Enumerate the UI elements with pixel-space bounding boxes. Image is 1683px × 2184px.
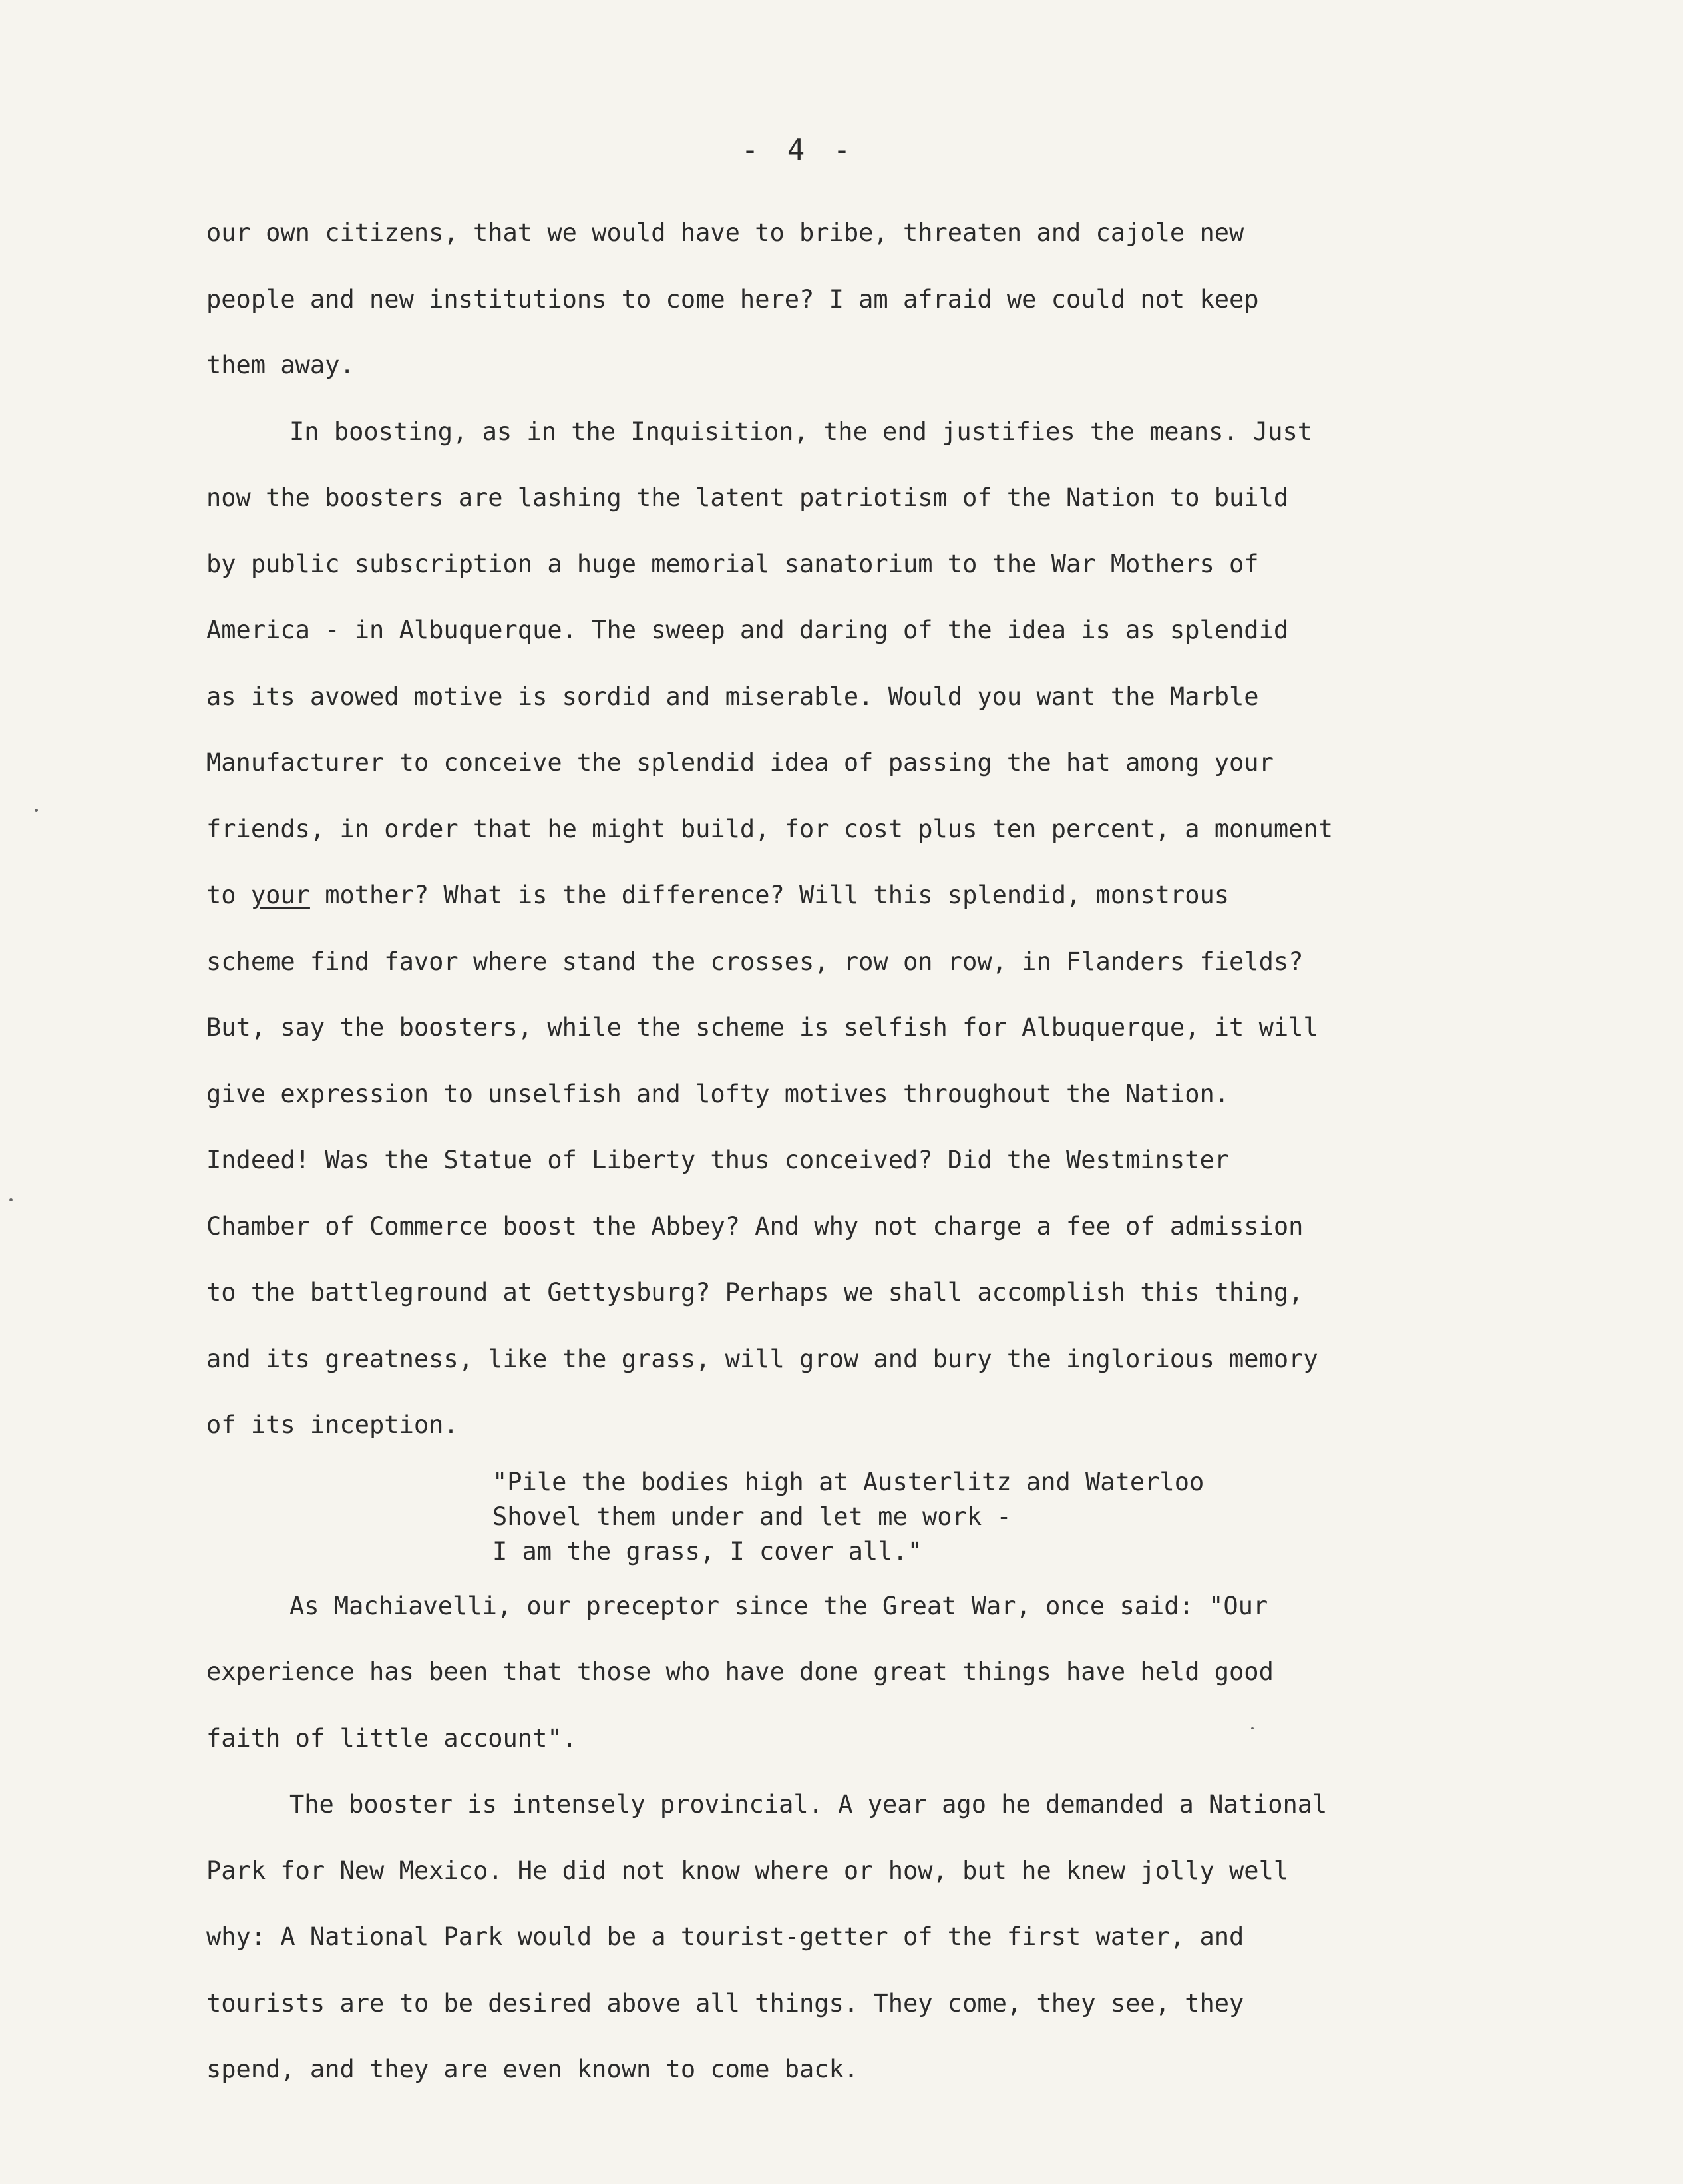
paper-speck [1251, 1727, 1254, 1729]
paragraph-2 [206, 399, 1504, 1458]
page-number: - 4 - [741, 133, 856, 167]
paper-speck [9, 1198, 13, 1201]
body-text [206, 200, 1504, 2103]
underlined-word: your [250, 881, 310, 909]
paragraph-1: our own citizens, that we would have to bribe, threaten and cajole new people and new institutions to come here? I am afraid we could not keep them away. [206, 218, 1259, 379]
paper-speck [35, 809, 38, 812]
paragraph-2-text-before: In boosting, as in the Inquisition, the end justifies the means. Just now the boosters are lashing the latent patriotism of the Nation to build by public subscription a huge memorial sanatorium to the War Mothers of America - in Albuquerque. The sweep and daring of the idea is as splendid as its avowed motive is sordid and miserable. Would you want the Marble Manufacturer to conceive the splendid idea of passing the hat among your friends, in order that he might build, for cost plus ten percent, a monument to [206, 417, 1333, 909]
paragraph-3: As Machiavelli, our preceptor since the Great War, once said: "Our experience has been that those who have done great things have held good faith of little account". [206, 1591, 1274, 1753]
paragraph-2-text-after: mother? What is the difference? Will this splendid, monstrous scheme find favor where stand the crosses, row on row, in Flanders fields? But, say the boosters, while the scheme is selfish for Albuquerque, it will give expression to unselfish and lofty motives throughout the Nation. Indeed! Was the Statue of Liberty thus conceived? Did the Westminster Chamber of Commerce boost the Abbey? And why not charge a fee of admission to the battleground at Gettysburg? Perhaps we shall accomplish this thing, and its greatness, like the grass, will grow and bury the inglorious memory of its inception. [206, 881, 1318, 1439]
paragraph-4: The booster is intensely provincial. A year ago he demanded a National Park for New Mexico. He did not know where or how, but he knew jolly well why: A National Park would be a tourist-getter of the first water, and tourists are to be desired above all things. They come, they see, they spend, and they are even known to come back. [206, 1790, 1328, 2083]
block-quote: "Pile the bodies high at Austerlitz and Waterloo Shovel them under and let me work - I am the grass, I cover all." [492, 1467, 1205, 1566]
